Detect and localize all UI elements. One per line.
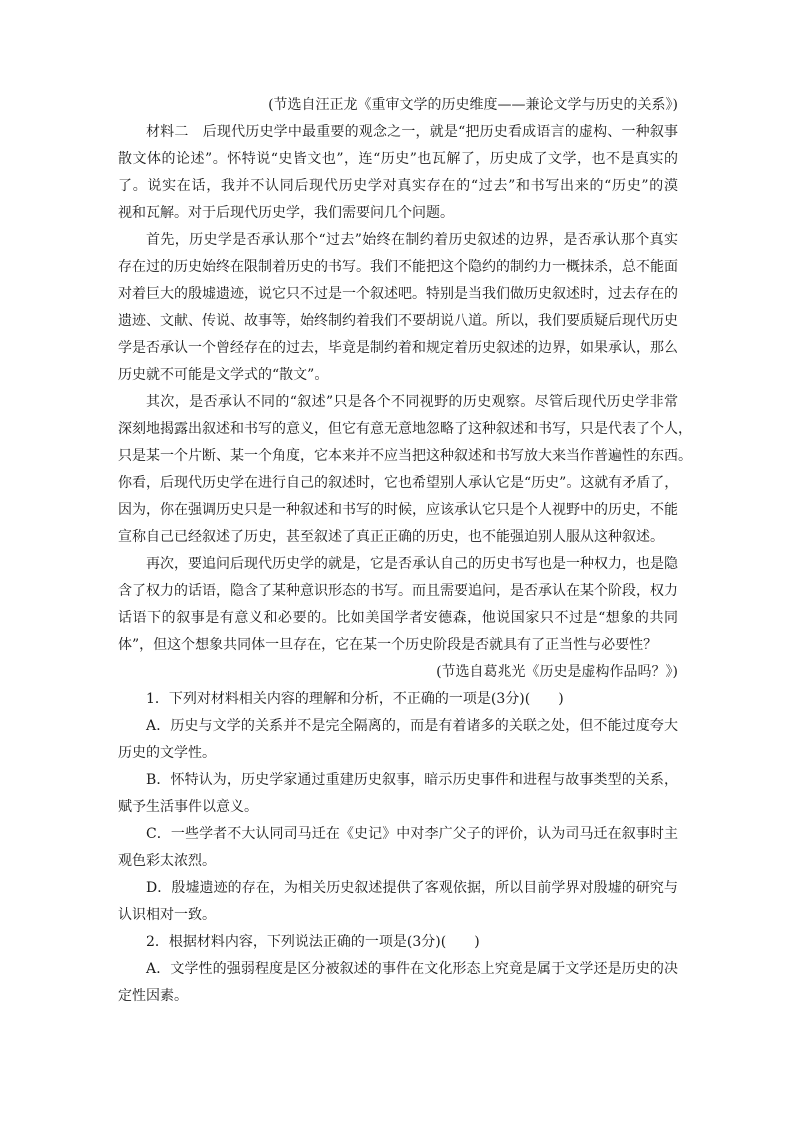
- text-line: 存在过的历史始终在限制着历史的书写。我们不能把这个隐约的制约力一概抹杀，总不能面: [118, 259, 678, 275]
- text-line: 再次，要追问后现代历史学的就是，它是否承认自己的历史书写也是一种权力，也是隐: [146, 556, 678, 572]
- text-line: 历史就不可能是文学式的“散文”。: [118, 367, 329, 383]
- source-citation-1: (节选自汪正龙《重审文学的历史维度——兼论文学与历史的关系》): [268, 97, 678, 113]
- text-line: 散文体的论述”。怀特说“史皆文也”，连“历史”也瓦解了，历史成了文学，也不是真实的: [118, 151, 678, 167]
- question-1-option-a-cont: 历史的文学性。: [118, 745, 216, 761]
- text-line: 因为，你在强调历史只是一种叙述和书写的时候，应该承认它只是个人视野中的历史，不能: [118, 502, 678, 518]
- text-line: 其次，是否承认不同的“叙述”只是各个不同视野的历史观察。尽管后现代历史学非常: [146, 394, 678, 410]
- text-line: 深刻地揭露出叙述和书写的意义，但它有意无意地忽略了这种叙述和书写，只是代表了个人，: [118, 421, 692, 437]
- question-1-option-d-cont: 认识相对一致。: [118, 907, 216, 923]
- text-line: 宣称自己已经叙述了历史，甚至叙述了真正正确的历史，也不能强迫别人服从这种叙述。: [118, 529, 664, 545]
- question-1-stem: 1．下列对材料相关内容的理解和分析，不正确的一项是(3分)( ): [146, 691, 564, 707]
- question-1-option-c: C．一些学者不大认同司马迁在《史记》中对李广父子的评价，认为司马迁在叙事时主: [146, 826, 678, 842]
- text-line: 只是某一个片断、某一个角度，它本来并不应当把这种叙述和书写放大来当作普遍性的东西。: [118, 448, 692, 464]
- question-1-option-c-cont: 观色彩太浓烈。: [118, 853, 216, 869]
- text-line: 材料二 后现代历史学中最重要的观念之一，就是“把历史看成语言的虚构、一种叙事: [146, 124, 678, 140]
- text-line: 视和瓦解。对于后现代历史学，我们需要问几个问题。: [118, 205, 454, 221]
- text-line: 首先，历史学是否承认那个“过去”始终在制约着历史叙述的边界，是否承认那个真实: [146, 232, 678, 248]
- text-line: 话语下的叙事是有意义和必要的。比如美国学者安德森，他说国家只不过是“想象的共同: [118, 610, 678, 626]
- question-1-option-b-cont: 赋予生活事件以意义。: [118, 799, 258, 815]
- source-citation-2: (节选自葛兆光《历史是虚构作品吗？》): [436, 664, 678, 680]
- question-2-option-a-cont: 定性因素。: [118, 988, 188, 1004]
- question-2-stem: 2．根据材料内容，下列说法正确的一项是(3分)( ): [146, 934, 480, 950]
- text-line: 对着巨大的殷墟遗迹，说它只不过是一个叙述吧。特别是当我们做历史叙述时，过去存在的: [118, 286, 678, 302]
- question-2-option-a: A．文学性的强弱程度是区分被叙述的事件在文化形态上究竟是属于文学还是历史的决: [146, 961, 678, 977]
- text-line: 你看，后现代历史学在进行自己的叙述时，它也希望别人承认它是“历史”。这就有矛盾了，: [118, 475, 679, 491]
- text-line: 体”，但这个想象共同体一旦存在，它在某一个历史阶段是否就具有了正当性与必要性？: [118, 637, 658, 653]
- text-line: 了。说实在话，我并不认同后现代历史学对真实存在的“过去”和书写出来的“历史”的漠: [118, 178, 678, 194]
- text-line: 学是否承认一个曾经存在的过去，毕竟是制约着和规定着历史叙述的边界，如果承认，那么: [118, 340, 678, 356]
- question-1-option-b: B．怀特认为，历史学家通过重建历史叙事，暗示历史事件和进程与故事类型的关系，: [146, 772, 678, 788]
- question-1-option-d: D．殷墟遗迹的存在，为相关历史叙述提供了客观依据，所以目前学界对殷墟的研究与: [146, 880, 678, 896]
- text-line: 遗迹、文献、传说、故事等，始终制约着我们不要胡说八道。所以，我们要质疑后现代历史: [118, 313, 678, 329]
- text-line: 含了权力的话语，隐含了某种意识形态的书写。而且需要追问，是否承认在某个阶段，权力: [118, 583, 678, 599]
- question-1-option-a: A．历史与文学的关系并不是完全隔离的，而是有着诸多的关联之处，但不能过度夸大: [146, 718, 678, 734]
